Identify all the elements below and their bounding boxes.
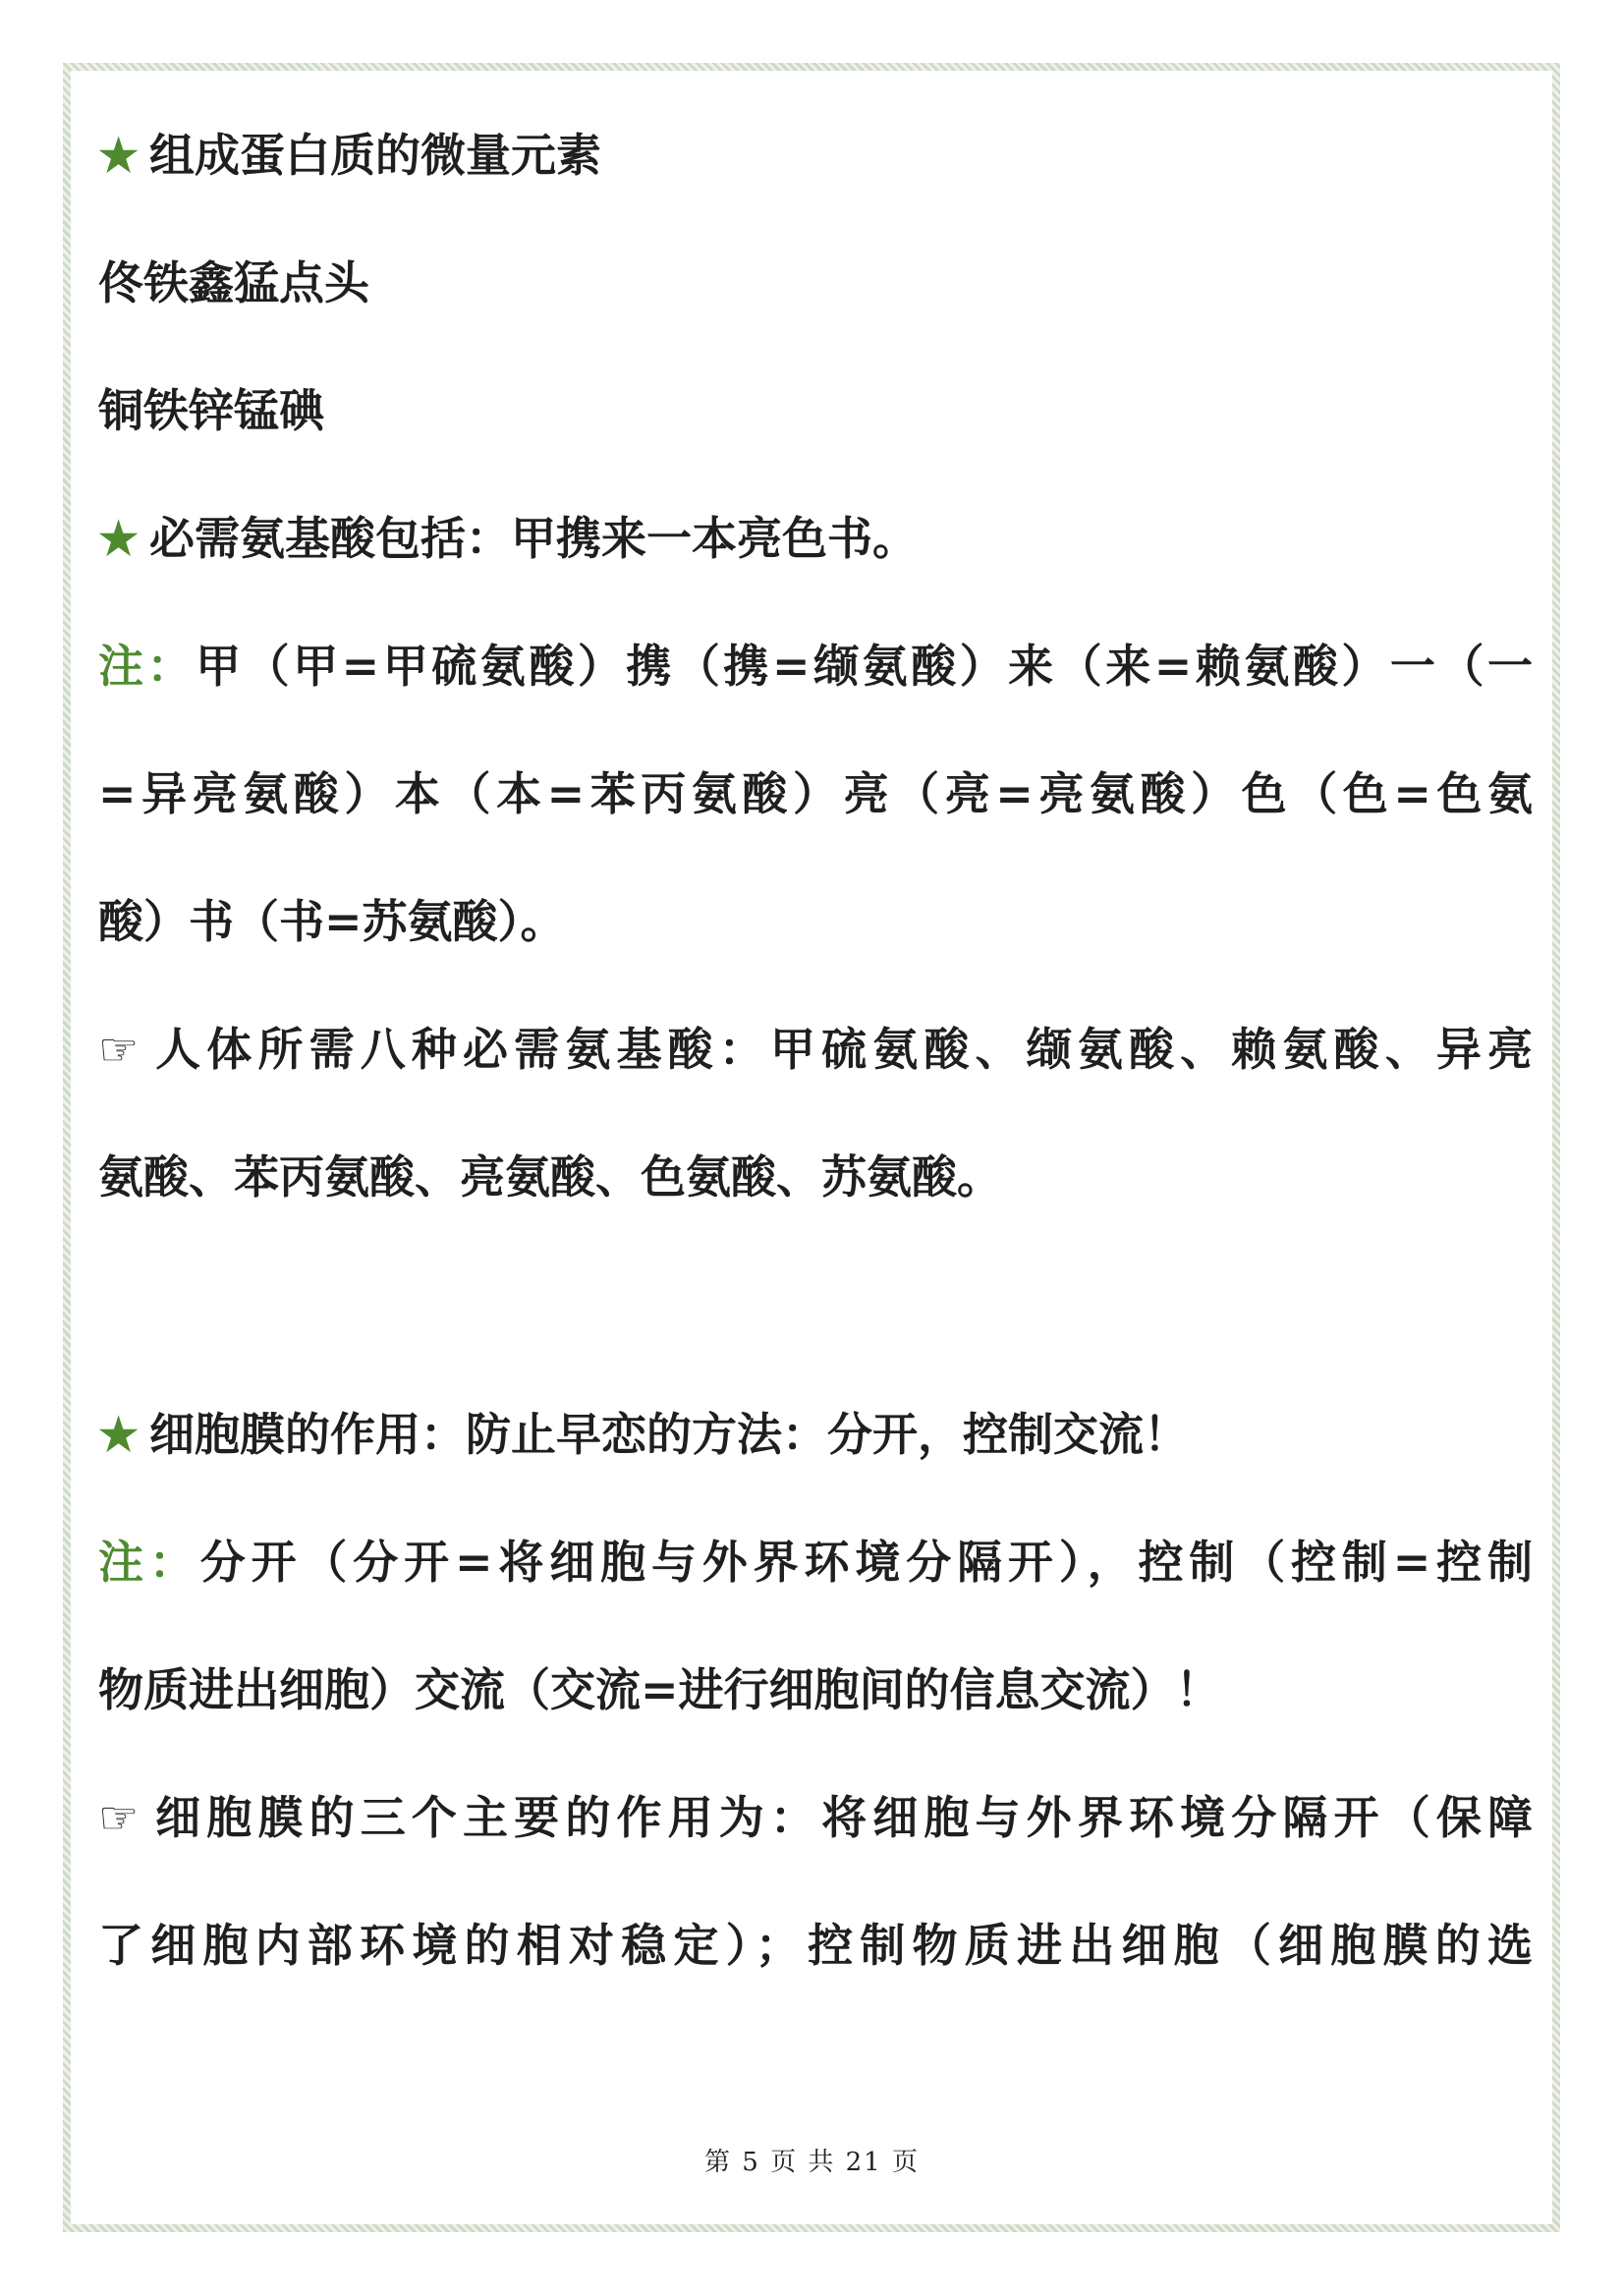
tip-line-4 (98, 1916, 1533, 1975)
body-text: 铜铁锌锰碘 (98, 384, 324, 437)
note-line-2 (98, 764, 1533, 823)
star-icon: ★ (98, 1408, 140, 1461)
heading-trace-elements (98, 126, 1533, 185)
body-text: =异亮氨酸）本（本=苯丙氨酸）亮（亮=亮氨酸）色（色=色氨 (98, 767, 1533, 820)
element-list (98, 381, 1533, 440)
tip-line-3 (98, 1788, 1533, 1847)
note-line-5 (98, 1660, 1533, 1719)
tip-line-1 (98, 1020, 1533, 1079)
body-text: 了细胞内部环境的相对稳定）；控制物质进出细胞（细胞膜的选 (98, 1919, 1533, 1972)
star-icon: ★ (98, 512, 140, 565)
note-line-4 (98, 1533, 1533, 1592)
body-text: 佟铁鑫猛点头 (98, 256, 369, 309)
page-number-footer: 第 5 页 共 21 页 (704, 2148, 920, 2177)
note-label: 注： (98, 1536, 200, 1589)
document-body (98, 126, 1533, 2044)
note-line-3 (98, 892, 1533, 951)
body-text: 细胞膜的三个主要的作用为：将细胞与外界环境分隔开（保障 (149, 1791, 1533, 1844)
pointing-hand-icon: ☞ (98, 1023, 140, 1076)
note-label: 注： (98, 640, 196, 693)
body-text: 氨酸、苯丙氨酸、亮氨酸、色氨酸、苏氨酸。 (98, 1150, 1002, 1204)
paragraph-gap (98, 1275, 1533, 1405)
body-text: 分开（分开=将细胞与外界环境分隔开），控制（控制=控制 (199, 1536, 1533, 1589)
body-text: 物质进出细胞）交流（交流=进行细胞间的信息交流）！ (98, 1663, 1221, 1716)
heading-text: 组成蛋白质的微量元素 (149, 129, 601, 182)
heading-text: 必需氨基酸包括：甲携来一本亮色书。 (149, 512, 918, 565)
star-icon: ★ (98, 129, 140, 182)
body-text: 甲（甲=甲硫氨酸）携（携=缬氨酸）来（来=赖氨酸）一（一 (196, 640, 1533, 693)
note-line-1 (98, 637, 1533, 696)
body-text: 人体所需八种必需氨基酸：甲硫氨酸、缬氨酸、赖氨酸、异亮 (149, 1023, 1533, 1076)
body-text: 酸）书（书=苏氨酸）。 (98, 895, 566, 948)
pointing-hand-icon: ☞ (98, 1791, 140, 1844)
heading-text: 细胞膜的作用：防止早恋的方法：分开，控制交流！ (149, 1408, 1189, 1461)
mnemonic-phrase (98, 253, 1533, 312)
heading-essential-amino-acids (98, 509, 1533, 568)
tip-line-2 (98, 1148, 1533, 1206)
heading-cell-membrane (98, 1405, 1533, 1464)
